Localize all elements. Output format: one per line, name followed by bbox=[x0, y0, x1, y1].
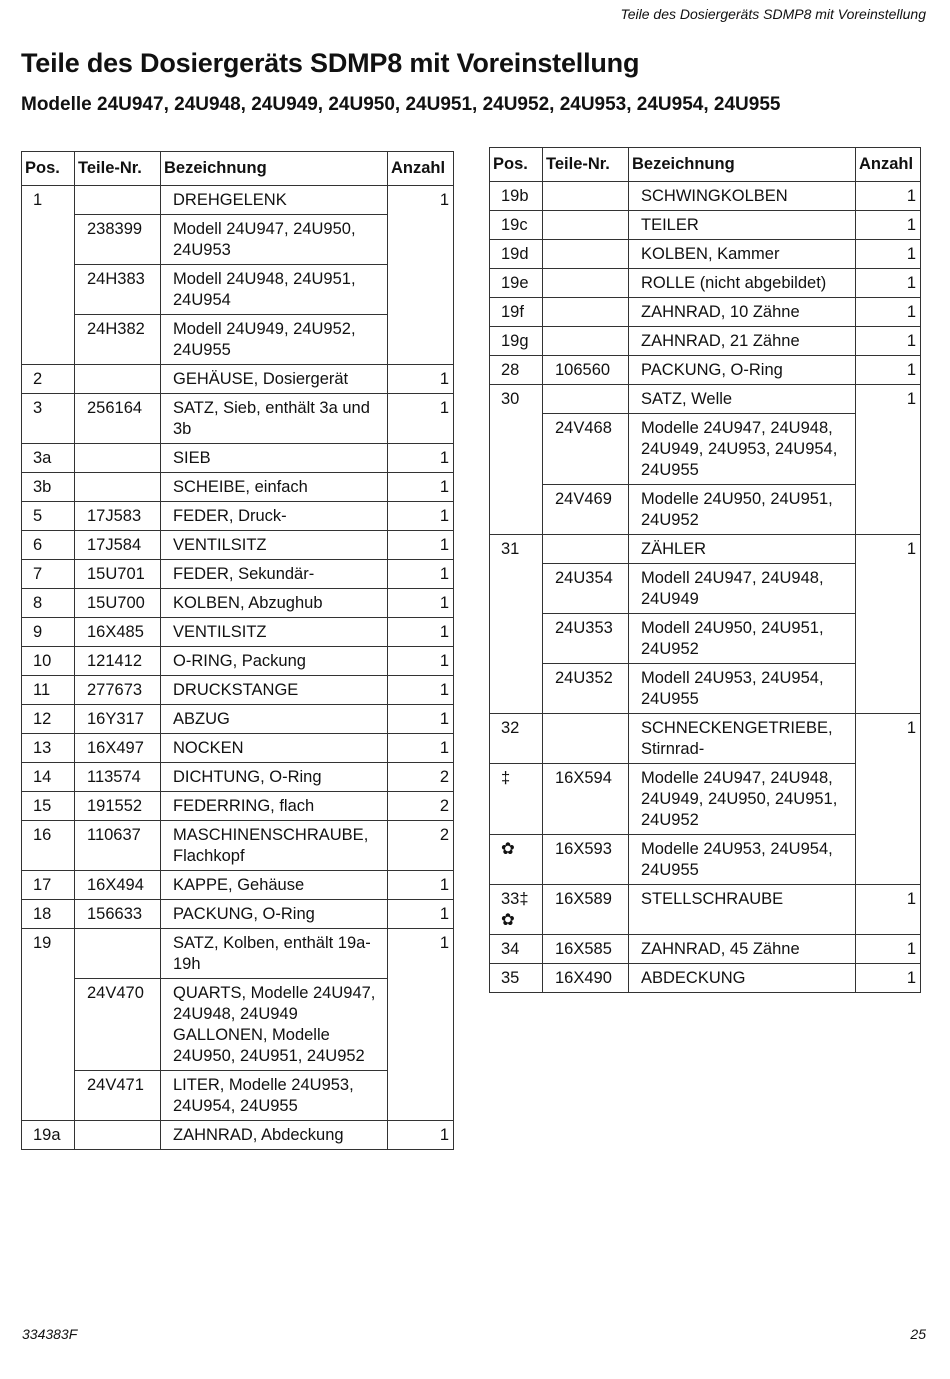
cell-quantity: 2 bbox=[388, 821, 454, 871]
cell-description: DICHTUNG, O-Ring bbox=[161, 763, 388, 792]
table-row bbox=[490, 935, 921, 964]
cell-description: PACKUNG, O-Ring bbox=[629, 356, 856, 385]
cell-quantity: 1 bbox=[388, 186, 454, 365]
column-header-pos: Pos. bbox=[22, 152, 75, 186]
cell-part-number bbox=[543, 327, 629, 356]
cell-part-number: 15U700 bbox=[75, 589, 161, 618]
cell-part-number bbox=[75, 444, 161, 473]
cell-description: ZAHNRAD, 21 Zähne bbox=[629, 327, 856, 356]
cell-part-number: 24U353 bbox=[543, 614, 629, 664]
cell-description: FEDER, Sekundär- bbox=[161, 560, 388, 589]
cell-description: LITER, Modelle 24U953, 24U954, 24U955 bbox=[161, 1071, 388, 1121]
cell-pos: 19a bbox=[22, 1121, 75, 1150]
cell-pos: 10 bbox=[22, 647, 75, 676]
table-row bbox=[22, 734, 454, 763]
cell-description: QUARTS, Modelle 24U947, 24U948, 24U949 GALLONEN, Modelle 24U950, 24U951, 24U952 bbox=[161, 979, 388, 1071]
cell-part-number: 121412 bbox=[75, 647, 161, 676]
cell-description: Modell 24U949, 24U952, 24U955 bbox=[161, 315, 388, 365]
cell-part-number: 24V470 bbox=[75, 979, 161, 1071]
table-row bbox=[490, 385, 921, 414]
cell-quantity: 1 bbox=[388, 676, 454, 705]
cell-description: DRUCKSTANGE bbox=[161, 676, 388, 705]
cell-quantity: 1 bbox=[388, 705, 454, 734]
cell-part-number: 110637 bbox=[75, 821, 161, 871]
cell-part-number: 24V468 bbox=[543, 414, 629, 485]
cell-description: STELLSCHRAUBE bbox=[629, 885, 856, 935]
cell-quantity: 1 bbox=[388, 618, 454, 647]
cell-description: SIEB bbox=[161, 444, 388, 473]
table-row bbox=[490, 356, 921, 385]
cell-pos: 5 bbox=[22, 502, 75, 531]
table-row bbox=[22, 763, 454, 792]
cell-part-number: 16X497 bbox=[75, 734, 161, 763]
page-title: Teile des Dosiergeräts SDMP8 mit Voreinstellung bbox=[21, 48, 640, 78]
cell-part-number bbox=[543, 182, 629, 211]
cell-quantity: 1 bbox=[388, 929, 454, 1121]
cell-part-number bbox=[543, 298, 629, 327]
table-row bbox=[22, 618, 454, 647]
table-row bbox=[490, 298, 921, 327]
cell-quantity: 1 bbox=[388, 531, 454, 560]
cell-quantity: 1 bbox=[388, 444, 454, 473]
cell-part-number: 15U701 bbox=[75, 560, 161, 589]
cell-part-number: 16X593 bbox=[543, 835, 629, 885]
cell-description: Modelle 24U950, 24U951, 24U952 bbox=[629, 485, 856, 535]
table-row bbox=[22, 821, 454, 871]
cell-description: GEHÄUSE, Dosiergerät bbox=[161, 365, 388, 394]
cell-description: KOLBEN, Abzughub bbox=[161, 589, 388, 618]
cell-part-number bbox=[75, 929, 161, 979]
cell-part-number: 16X589 bbox=[543, 885, 629, 935]
cell-description: MASCHINENSCHRAUBE, Flachkopf bbox=[161, 821, 388, 871]
table-row bbox=[22, 676, 454, 705]
cell-pos: 2 bbox=[22, 365, 75, 394]
cell-part-number: 16X494 bbox=[75, 871, 161, 900]
cell-part-number: 17J583 bbox=[75, 502, 161, 531]
cell-description: SATZ, Kolben, enthält 19a-19h bbox=[161, 929, 388, 979]
cell-part-number bbox=[543, 714, 629, 764]
table-row bbox=[490, 211, 921, 240]
parts-table-right bbox=[489, 147, 921, 993]
cell-pos: 9 bbox=[22, 618, 75, 647]
cell-part-number: 16X585 bbox=[543, 935, 629, 964]
cell-part-number bbox=[543, 385, 629, 414]
cell-quantity: 1 bbox=[388, 365, 454, 394]
table-row bbox=[22, 444, 454, 473]
cell-part-number bbox=[75, 1121, 161, 1150]
column-header-description: Bezeichnung bbox=[161, 152, 388, 186]
cell-quantity: 1 bbox=[388, 871, 454, 900]
table-row bbox=[22, 473, 454, 502]
cell-part-number: 113574 bbox=[75, 763, 161, 792]
cell-description: FEDERRING, flach bbox=[161, 792, 388, 821]
cell-quantity: 1 bbox=[856, 885, 921, 935]
table-header-row bbox=[490, 148, 921, 182]
cell-pos: 12 bbox=[22, 705, 75, 734]
cell-pos: 14 bbox=[22, 763, 75, 792]
table-row bbox=[22, 900, 454, 929]
cell-description: SATZ, Sieb, enthält 3a und 3b bbox=[161, 394, 388, 444]
cell-description: Modell 24U948, 24U951, 24U954 bbox=[161, 265, 388, 315]
cell-quantity: 1 bbox=[388, 647, 454, 676]
cell-quantity: 1 bbox=[388, 900, 454, 929]
cell-pos: 7 bbox=[22, 560, 75, 589]
cell-quantity: 1 bbox=[856, 298, 921, 327]
cell-quantity: 1 bbox=[388, 394, 454, 444]
table-row bbox=[490, 240, 921, 269]
cell-pos: 19f bbox=[490, 298, 543, 327]
table-row bbox=[22, 394, 454, 444]
cell-description: SCHNECKENGETRIEBE, Stirnrad- bbox=[629, 714, 856, 764]
cell-pos: 19d bbox=[490, 240, 543, 269]
cell-part-number: 16X490 bbox=[543, 964, 629, 993]
cell-quantity: 1 bbox=[856, 356, 921, 385]
cell-description: NOCKEN bbox=[161, 734, 388, 763]
table-row bbox=[490, 269, 921, 298]
table-row bbox=[22, 792, 454, 821]
cell-part-number bbox=[543, 240, 629, 269]
cell-description: KAPPE, Gehäuse bbox=[161, 871, 388, 900]
cell-description: ROLLE (nicht abgebildet) bbox=[629, 269, 856, 298]
cell-pos: 19e bbox=[490, 269, 543, 298]
cell-quantity: 1 bbox=[856, 182, 921, 211]
cell-part-number bbox=[75, 473, 161, 502]
cell-pos: 30 bbox=[490, 385, 543, 535]
cell-quantity: 1 bbox=[388, 734, 454, 763]
cell-part-number: 156633 bbox=[75, 900, 161, 929]
cell-quantity: 1 bbox=[856, 714, 921, 885]
table-row bbox=[22, 871, 454, 900]
column-header-part-number: Teile-Nr. bbox=[543, 148, 629, 182]
cell-description: ZAHNRAD, 10 Zähne bbox=[629, 298, 856, 327]
cell-description: ZÄHLER bbox=[629, 535, 856, 564]
cell-pos: 28 bbox=[490, 356, 543, 385]
cell-quantity: 1 bbox=[388, 1121, 454, 1150]
cell-part-number bbox=[543, 269, 629, 298]
cell-description: VENTILSITZ bbox=[161, 531, 388, 560]
table-row bbox=[22, 1121, 454, 1150]
column-header-pos: Pos. bbox=[490, 148, 543, 182]
cell-quantity: 1 bbox=[856, 240, 921, 269]
cell-part-number: 24H382 bbox=[75, 315, 161, 365]
cell-part-number bbox=[75, 365, 161, 394]
table-row bbox=[490, 327, 921, 356]
cell-quantity: 1 bbox=[388, 560, 454, 589]
table-row bbox=[22, 502, 454, 531]
cell-description: ZAHNRAD, Abdeckung bbox=[161, 1121, 388, 1150]
page-number: 25 bbox=[910, 1326, 926, 1342]
column-header-description: Bezeichnung bbox=[629, 148, 856, 182]
models-subtitle: Modelle 24U947, 24U948, 24U949, 24U950, 24U951, 24U952, 24U953, 24U954, 24U955 bbox=[21, 94, 781, 115]
cell-description: Modelle 24U953, 24U954, 24U955 bbox=[629, 835, 856, 885]
cell-part-number: 106560 bbox=[543, 356, 629, 385]
cell-part-number: 16X485 bbox=[75, 618, 161, 647]
cell-quantity: 1 bbox=[856, 535, 921, 714]
cell-description: VENTILSITZ bbox=[161, 618, 388, 647]
cell-pos: 17 bbox=[22, 871, 75, 900]
parts-table-left-body bbox=[22, 186, 454, 1150]
table-row bbox=[490, 182, 921, 211]
table-row bbox=[22, 589, 454, 618]
cell-part-number bbox=[543, 211, 629, 240]
table-row bbox=[490, 535, 921, 564]
cell-pos: 35 bbox=[490, 964, 543, 993]
cell-description: DREHGELENK bbox=[161, 186, 388, 215]
cell-description: ZAHNRAD, 45 Zähne bbox=[629, 935, 856, 964]
parts-table-left bbox=[21, 151, 454, 1150]
cell-pos: 16 bbox=[22, 821, 75, 871]
cell-quantity: 1 bbox=[856, 964, 921, 993]
cell-pos: 3 bbox=[22, 394, 75, 444]
table-row bbox=[22, 560, 454, 589]
table-row bbox=[22, 705, 454, 734]
cell-description: TEILER bbox=[629, 211, 856, 240]
cell-description: SCHWINGKOLBEN bbox=[629, 182, 856, 211]
cell-quantity: 1 bbox=[388, 473, 454, 502]
parts-table-right-body bbox=[490, 182, 921, 993]
cell-description: Modelle 24U947, 24U948, 24U949, 24U950, 24U951, 24U952 bbox=[629, 764, 856, 835]
cell-description: SATZ, Welle bbox=[629, 385, 856, 414]
cell-part-number: 24U354 bbox=[543, 564, 629, 614]
cell-part-number: 24H383 bbox=[75, 265, 161, 315]
cell-description: FEDER, Druck- bbox=[161, 502, 388, 531]
table-row bbox=[22, 929, 454, 979]
table-row bbox=[490, 714, 921, 764]
cell-description: Modell 24U953, 24U954, 24U955 bbox=[629, 664, 856, 714]
table-row bbox=[490, 885, 921, 935]
cell-pos: ‡ bbox=[490, 764, 543, 835]
cell-quantity: 2 bbox=[388, 763, 454, 792]
cell-part-number: 16X594 bbox=[543, 764, 629, 835]
cell-pos: 3a bbox=[22, 444, 75, 473]
running-header: Teile des Dosiergeräts SDMP8 mit Voreinstellung bbox=[620, 6, 926, 22]
cell-quantity: 1 bbox=[856, 327, 921, 356]
cell-description: Modelle 24U947, 24U948, 24U949, 24U953, 24U954, 24U955 bbox=[629, 414, 856, 485]
cell-pos: 1 bbox=[22, 186, 75, 365]
cell-quantity: 1 bbox=[856, 385, 921, 535]
cell-description: PACKUNG, O-Ring bbox=[161, 900, 388, 929]
table-row bbox=[490, 964, 921, 993]
table-row bbox=[22, 647, 454, 676]
column-header-quantity: Anzahl bbox=[388, 152, 454, 186]
cell-pos: 13 bbox=[22, 734, 75, 763]
cell-part-number: 24V471 bbox=[75, 1071, 161, 1121]
column-header-quantity: Anzahl bbox=[856, 148, 921, 182]
cell-pos: 31 bbox=[490, 535, 543, 714]
cell-part-number: 16Y317 bbox=[75, 705, 161, 734]
cell-part-number: 256164 bbox=[75, 394, 161, 444]
cell-pos: 3b bbox=[22, 473, 75, 502]
cell-part-number bbox=[543, 535, 629, 564]
cell-part-number: 277673 bbox=[75, 676, 161, 705]
cell-description: KOLBEN, Kammer bbox=[629, 240, 856, 269]
cell-description: Modell 24U950, 24U951, 24U952 bbox=[629, 614, 856, 664]
cell-description: Modell 24U947, 24U950, 24U953 bbox=[161, 215, 388, 265]
cell-quantity: 1 bbox=[856, 211, 921, 240]
cell-pos: 6 bbox=[22, 531, 75, 560]
cell-pos: 15 bbox=[22, 792, 75, 821]
table-row bbox=[22, 186, 454, 215]
document-number: 334383F bbox=[22, 1326, 78, 1342]
cell-quantity: 1 bbox=[856, 935, 921, 964]
cell-pos: ✿ bbox=[490, 835, 543, 885]
cell-pos: 18 bbox=[22, 900, 75, 929]
cell-pos: 34 bbox=[490, 935, 543, 964]
cell-quantity: 1 bbox=[856, 269, 921, 298]
cell-pos: 19 bbox=[22, 929, 75, 1121]
table-header-row bbox=[22, 152, 454, 186]
cell-pos: 32 bbox=[490, 714, 543, 764]
cell-pos: 19b bbox=[490, 182, 543, 211]
cell-part-number bbox=[75, 186, 161, 215]
cell-quantity: 2 bbox=[388, 792, 454, 821]
cell-pos: 19c bbox=[490, 211, 543, 240]
cell-quantity: 1 bbox=[388, 502, 454, 531]
cell-part-number: 24U352 bbox=[543, 664, 629, 714]
cell-description: Modell 24U947, 24U948, 24U949 bbox=[629, 564, 856, 614]
cell-description: ABZUG bbox=[161, 705, 388, 734]
cell-description: ABDECKUNG bbox=[629, 964, 856, 993]
cell-pos: 33‡ ✿ bbox=[490, 885, 543, 935]
table-row bbox=[22, 531, 454, 560]
cell-part-number: 17J584 bbox=[75, 531, 161, 560]
column-header-part-number: Teile-Nr. bbox=[75, 152, 161, 186]
cell-part-number: 238399 bbox=[75, 215, 161, 265]
cell-description: SCHEIBE, einfach bbox=[161, 473, 388, 502]
cell-pos: 19g bbox=[490, 327, 543, 356]
cell-pos: 8 bbox=[22, 589, 75, 618]
cell-part-number: 24V469 bbox=[543, 485, 629, 535]
cell-part-number: 191552 bbox=[75, 792, 161, 821]
cell-quantity: 1 bbox=[388, 589, 454, 618]
table-row bbox=[22, 365, 454, 394]
cell-description: O-RING, Packung bbox=[161, 647, 388, 676]
cell-pos: 11 bbox=[22, 676, 75, 705]
